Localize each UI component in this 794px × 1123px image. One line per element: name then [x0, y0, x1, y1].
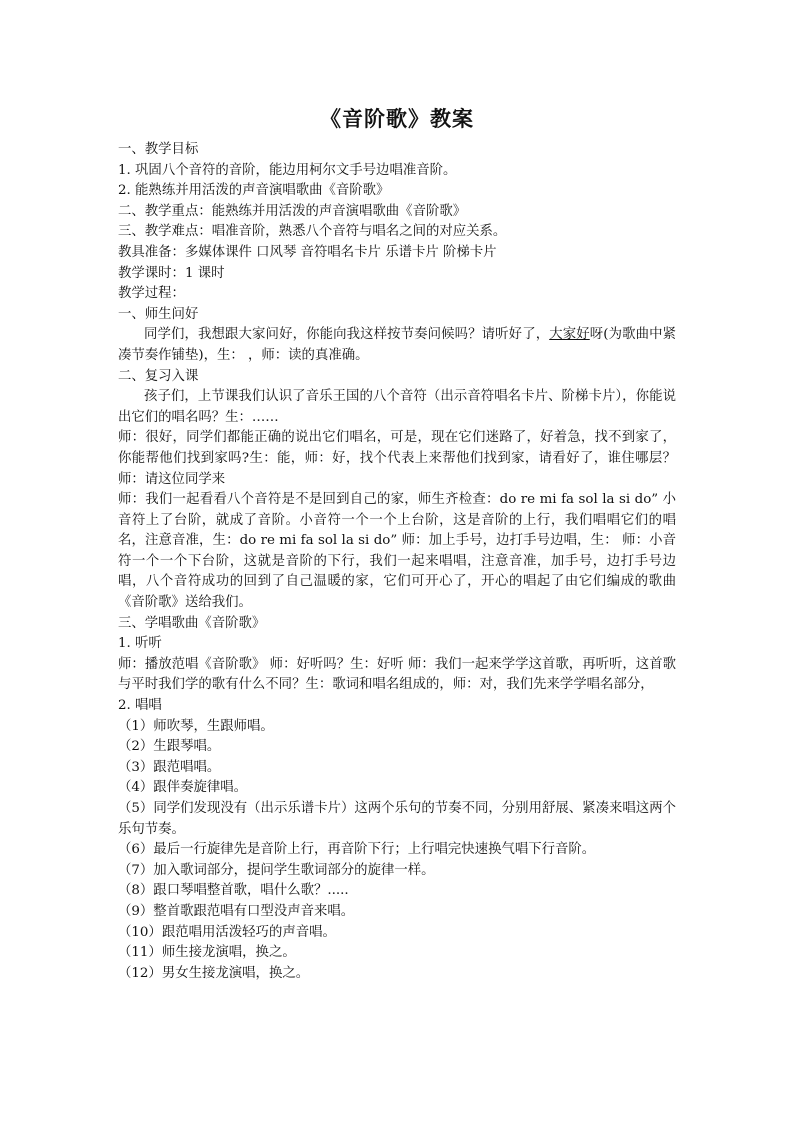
teaching-process-heading: 教学过程：	[118, 286, 185, 302]
review-paragraph-3: 师：我们一起看看八个音符是不是回到自己的家，师生齐检查：do re mi fa sol la si do” 小音符上了台阶，就成了音阶。小音符一个一个上台阶，这是音阶的上行，我们唱唱它们的唱名，注意音准，生：do re mi fa sol la si do” 师：加上手号，边打手号边唱，生： 师：小音符一个一个下台阶，这就是音阶的下行，我们一起来唱唱，注意音准，加手号，边打手号边唱，八个音符成功的回到了自己温暖的家，它们可开心了，开心的唱起了由它们编成的歌曲《音阶歌》送给我们。	[118, 492, 676, 611]
sing-step-2: （2）生跟琴唱。	[118, 739, 221, 755]
teaching-focus: 二、教学重点：能熟练并用活泼的声音演唱歌曲《音阶歌》	[118, 203, 467, 219]
sing-step-1: （1）师吹琴，生跟师唱。	[118, 718, 274, 734]
sing-step-7: （7）加入歌词部分，提问学生歌词部分的旋律一样。	[118, 862, 435, 878]
class-hours: 教学课时：1 课时	[118, 265, 225, 281]
sing-step-8: （8）跟口琴唱整首歌，唱什么歌？.....	[118, 883, 349, 899]
sing-step-10: （10）跟范唱用活泼轻巧的声音唱。	[118, 924, 336, 940]
sing-step-9: （9）整首歌跟范唱有口型没声音来唱。	[118, 903, 355, 919]
review-paragraph-1: 孩子们，上节课我们认识了音乐王国的八个音符（出示音符唱名卡片、阶梯卡片），你能说出它们的唱名吗？生：……	[118, 389, 676, 425]
sing-step-12: （12）男女生接龙演唱，换之。	[118, 965, 310, 981]
section-learn-song-heading: 三、学唱歌曲《音阶歌》	[118, 615, 266, 631]
listen-heading: 1. 听听	[118, 636, 162, 652]
goal-item-1: 1. 巩固八个音符的音阶，能边用柯尔文手号边唱准音阶。	[118, 162, 457, 178]
greeting-underlined: 大家好	[549, 327, 590, 343]
sing-heading: 2. 唱唱	[118, 698, 162, 714]
sing-step-6: （6）最后一行旋律先是音阶上行，再音阶下行；上行唱完快速换气唱下行音阶。	[118, 842, 596, 858]
section-heading-goals: 一、教学目标	[118, 142, 199, 157]
review-paragraph-2: 师：很好，同学们都能正确的说出它们唱名，可是，现在它们迷路了，好着急，找不到家了，你能帮他们找到家吗?生：能，师：好，找个代表上来帮他们找到家，请看好了，谁住哪层？师：请这位同学来	[118, 430, 676, 487]
listen-paragraph: 师：播放范唱《音阶歌》 师：好听吗？生：好听 师：我们一起来学学这首歌，再听听，这首歌与平时我们学的歌有什么不同？生：歌词和唱名组成的，师：对，我们先来学学唱名部分，	[118, 656, 676, 693]
document-title: 《音阶歌》教案	[320, 106, 474, 131]
section-review-heading: 二、复习入课	[118, 368, 199, 384]
teaching-aids: 教具准备：多媒体课件 口风琴 音符唱名卡片 乐谱卡片 阶梯卡片	[118, 244, 497, 260]
goal-item-2: 2. 能熟练并用活泼的声音演唱歌曲《音阶歌》	[118, 183, 390, 199]
sing-step-11: （11）师生接龙演唱，换之。	[118, 945, 296, 961]
sing-step-4: （4）跟伴奏旋律唱。	[118, 780, 248, 796]
section-greeting-heading: 一、师生问好	[118, 306, 199, 322]
greeting-text-b: 呀(为歌曲中紧凑节奏作铺垫)，生： ，师：读的真准确。	[118, 327, 676, 363]
teaching-difficulty: 三、教学难点：唱准音阶，熟悉八个音符与唱名之间的对应关系。	[118, 224, 507, 240]
sing-step-5: （5）同学们发现没有（出示乐谱卡片）这两个乐句的节奏不同，分别用舒展、紧凑来唱这两个乐句节奏。	[118, 801, 676, 837]
lesson-plan-page	[118, 104, 676, 984]
greeting-paragraph	[118, 325, 676, 366]
sing-step-3: （3）跟范唱唱。	[118, 759, 221, 775]
greeting-text-a: 同学们，我想跟大家问好，你能向我这样按节奏问候吗？请听好了，	[144, 327, 550, 343]
